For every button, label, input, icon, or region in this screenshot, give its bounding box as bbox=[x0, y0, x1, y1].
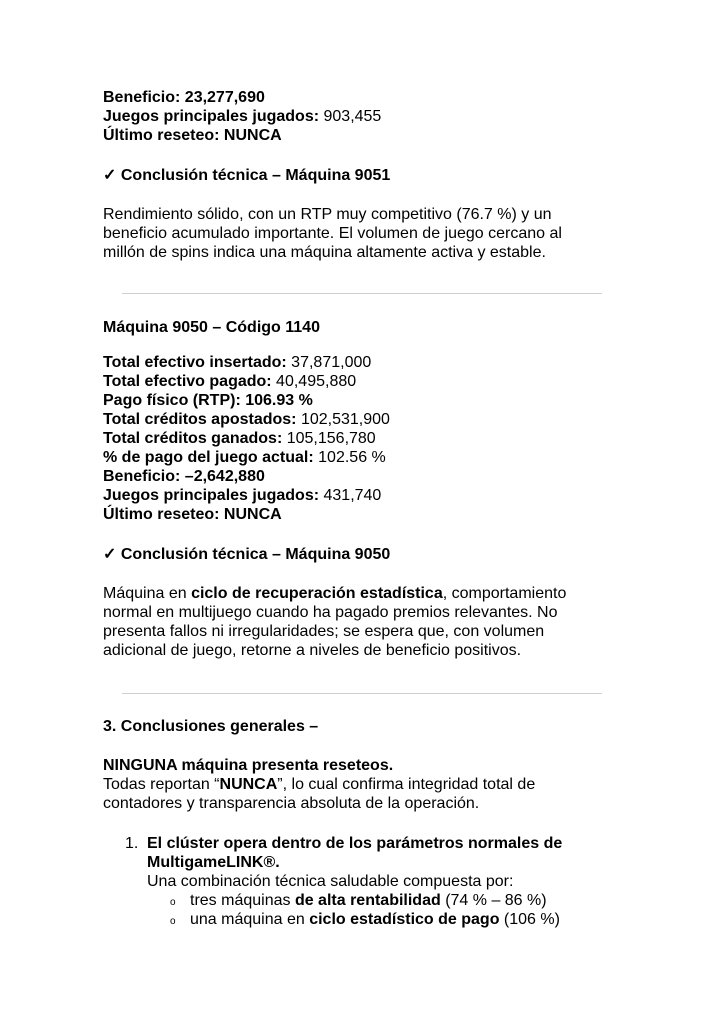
paragraph-line: beneficio acumulado importante. El volumen de juego cercano al bbox=[103, 225, 562, 242]
ninguna-line: NINGUNA máquina presenta reseteos. bbox=[103, 757, 394, 774]
paragraph-line: adicional de juego, retorne a niveles de beneficio positivos. bbox=[103, 642, 522, 659]
stat-value: 102.56 % bbox=[313, 449, 386, 466]
list-item-bold-line: El clúster opera dentro de los parámetros normales de bbox=[147, 835, 563, 852]
stat-label: Juegos principales jugados: bbox=[103, 487, 320, 504]
stat-label: Total efectivo insertado: bbox=[103, 354, 287, 371]
stat-row bbox=[103, 448, 386, 467]
text-span-bold: ciclo de recuperación estadística bbox=[191, 585, 443, 602]
stat-label: Pago físico (RTP): 106.93 % bbox=[103, 392, 313, 409]
paragraph-line: millón de spins indica una máquina altamente activa y estable. bbox=[103, 244, 546, 261]
stat-value: 105,156,780 bbox=[282, 430, 376, 447]
stat-label: Total créditos ganados: bbox=[103, 430, 283, 447]
stat-label: Beneficio: –2,642,880 bbox=[103, 468, 265, 485]
stat-value: 102,531,900 bbox=[296, 411, 390, 428]
stat-row bbox=[103, 486, 381, 505]
stat-value: 37,871,000 bbox=[286, 354, 372, 371]
conclusion-9051-heading bbox=[103, 166, 390, 185]
stat-row bbox=[103, 505, 282, 524]
paragraph-line: normal en multijuego cuando ha pagado premios relevantes. No bbox=[103, 604, 558, 621]
stat-row bbox=[103, 429, 376, 448]
divider bbox=[122, 693, 602, 694]
stat-row bbox=[103, 410, 390, 429]
text-span: , comportamiento bbox=[442, 585, 567, 602]
juegos-label: Juegos principales jugados: bbox=[103, 108, 320, 125]
text-span: (106 %) bbox=[499, 911, 560, 928]
list-item-number: 1. bbox=[125, 835, 139, 852]
stat-row bbox=[103, 467, 265, 486]
text-span-bold: ciclo estadístico de pago bbox=[309, 911, 500, 928]
text-span: (74 % – 86 %) bbox=[440, 892, 547, 909]
conclusion-9051-title: Conclusión técnica – Máquina 9051 bbox=[120, 167, 391, 184]
circle-bullet-icon: o bbox=[170, 916, 176, 927]
stat-row bbox=[103, 353, 371, 372]
paragraph-line: contadores y transparencia absoluta de la operación. bbox=[103, 795, 480, 812]
check-icon: ✓ bbox=[103, 546, 117, 563]
stat-value: 431,740 bbox=[319, 487, 382, 504]
text-span-bold: de alta rentabilidad bbox=[294, 892, 441, 909]
list-item-bold-line: MultigameLINK®. bbox=[147, 854, 280, 871]
text-span: Máquina en bbox=[103, 585, 192, 602]
reseteo-line: Último reseteo: NUNCA bbox=[103, 127, 282, 144]
stat-row bbox=[103, 391, 313, 410]
divider bbox=[122, 293, 602, 294]
text-span: ”, lo cual confirma integridad total de bbox=[277, 776, 536, 793]
text-span: una máquina en bbox=[190, 911, 310, 928]
paragraph-line: Rendimiento sólido, con un RTP muy competitivo (76.7 %) y un bbox=[103, 206, 552, 223]
general-heading: 3. Conclusiones generales – bbox=[103, 718, 319, 735]
conclusion-9050-heading bbox=[103, 545, 390, 564]
text-span: tres máquinas bbox=[190, 892, 295, 909]
text-span-bold: NUNCA bbox=[219, 776, 278, 793]
paragraph-line: presenta fallos ni irregularidades; se espera que, con volumen bbox=[103, 623, 545, 640]
todas-line bbox=[103, 775, 535, 794]
list-item-text: Una combinación técnica saludable compuesta por: bbox=[147, 873, 514, 890]
paragraph-line bbox=[103, 584, 566, 603]
stat-label: Total efectivo pagado: bbox=[103, 373, 272, 390]
check-icon: ✓ bbox=[103, 167, 117, 184]
sub-list-item bbox=[190, 910, 560, 929]
stat-label: Último reseteo: NUNCA bbox=[103, 506, 282, 523]
conclusion-9050-title: Conclusión técnica – Máquina 9050 bbox=[120, 546, 391, 563]
stat-label: Total créditos apostados: bbox=[103, 411, 297, 428]
stat-value: 40,495,880 bbox=[271, 373, 357, 390]
machine-9050-title: Máquina 9050 – Código 1140 bbox=[103, 319, 320, 336]
sub-list-item bbox=[190, 891, 547, 910]
beneficio-line: Beneficio: 23,277,690 bbox=[103, 89, 265, 106]
juegos-value: 903,455 bbox=[319, 108, 382, 125]
stat-label: % de pago del juego actual: bbox=[103, 449, 314, 466]
juegos-line bbox=[103, 107, 381, 126]
circle-bullet-icon: o bbox=[170, 897, 176, 908]
text-span: Todas reportan “ bbox=[103, 776, 220, 793]
stat-row bbox=[103, 372, 356, 391]
